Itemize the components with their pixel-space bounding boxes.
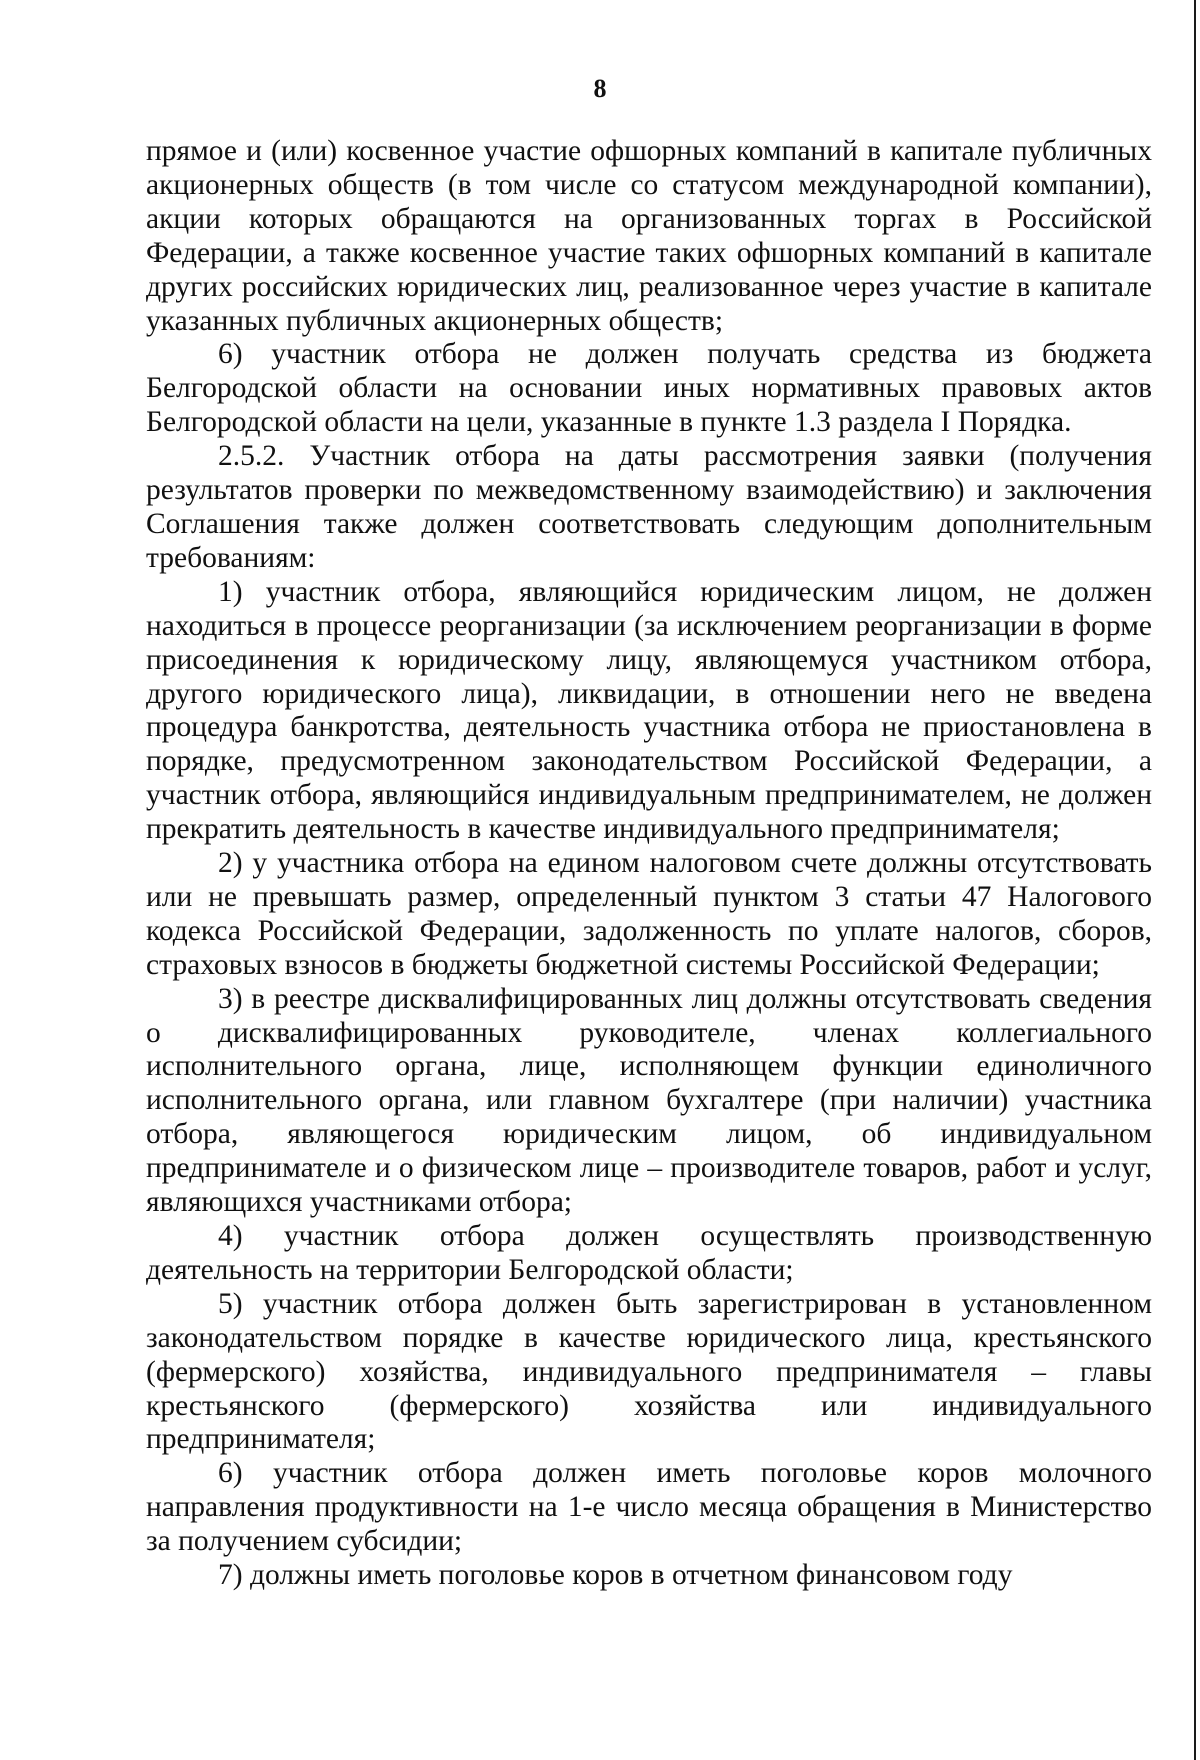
paragraph-item-6-budget-funds: 6) участник отбора не должен получать средства из бюджета Белгородской области на основании иных нормативных правовых актов Белгородской области на цели, указанные в пункте 1.3 раздела I Порядка. xyxy=(146,338,1152,439)
paragraph-offshore-participation: прямое и (или) косвенное участие офшорных компаний в капитале публичных акционерных обществ (в том числе со статусом международной компании), акции которых обращаются на организованных торгах в Российской Федерации, а также косвенное участие таких офшорных компаний в капитале других российских юридических лиц, реализованное через участие в капитале указанных публичных акционерных обществ; xyxy=(146,135,1152,337)
paragraph-item-3-disqualified-register: 3) в реестре дисквалифицированных лиц должны отсутствовать сведения о дисквалифицированных руководителе, членах коллегиального исполнительного органа, лице, исполняющем функции единоличного исполнительного органа, или главном бухгалтере (при наличии) участника отбора, являющегося юридическим лицом, об индивидуальном предпринимателе и о физическом лице – производителе товаров, работ и услуг, являющихся участниками отбора; xyxy=(146,982,1152,1219)
page-number: 8 xyxy=(593,74,607,103)
scan-edge-line xyxy=(1194,0,1196,1760)
paragraph-item-2-tax-debt: 2) у участника отбора на едином налоговом счете должны отсутствовать или не превышать размер, определенный пунктом 3 статьи 47 Налогового кодекса Российской Федерации, задолженность по уплате налогов, сборов, страховых взносов в бюджеты бюджетной системы Российской Федерации; xyxy=(146,847,1152,981)
paragraph-item-6-dairy-herd: 6) участник отбора должен иметь поголовье коров молочного направления продуктивности на 1-е число месяца обращения в Министерство за получением субсидии; xyxy=(146,1457,1152,1558)
paragraph-item-7-cow-herd: 7) должны иметь поголовье коров в отчетном финансовом году xyxy=(218,1559,1013,1592)
paragraph-2-5-2: 2.5.2. Участник отбора на даты рассмотрения заявки (получения результатов проверки по межведомственному взаимодействию) и заключения Соглашения также должен соответствовать следующим дополнительным требованиям: xyxy=(146,440,1152,574)
paragraph-item-5-registration: 5) участник отбора должен быть зарегистрирован в установленном законодательством порядке в качестве юридического лица, крестьянского (фермерского) хозяйства, индивидуального предпринимателя – главы крестьянского (фермерского) хозяйства или индивидуального предпринимателя; xyxy=(146,1287,1152,1456)
document-body xyxy=(146,135,1152,1593)
paragraph-item-1-reorganization: 1) участник отбора, являющийся юридическим лицом, не должен находиться в процессе реорганизации (за исключением реорганизации в форме присоединения к юридическому лицу, являющемуся участником отбора, другого юридического лица), ликвидации, в отношении него не введена процедура банкротства, деятельность участника отбора не приостановлена в порядке, предусмотренном законодательством Российской Федерации, а участник отбора, являющийся индивидуальным предпринимателем, не должен прекратить деятельность в качестве индивидуального предпринимателя; xyxy=(146,575,1152,846)
paragraph-item-4-production-activity: 4) участник отбора должен осуществлять производственную деятельность на территории Белгородской области; xyxy=(146,1220,1152,1286)
